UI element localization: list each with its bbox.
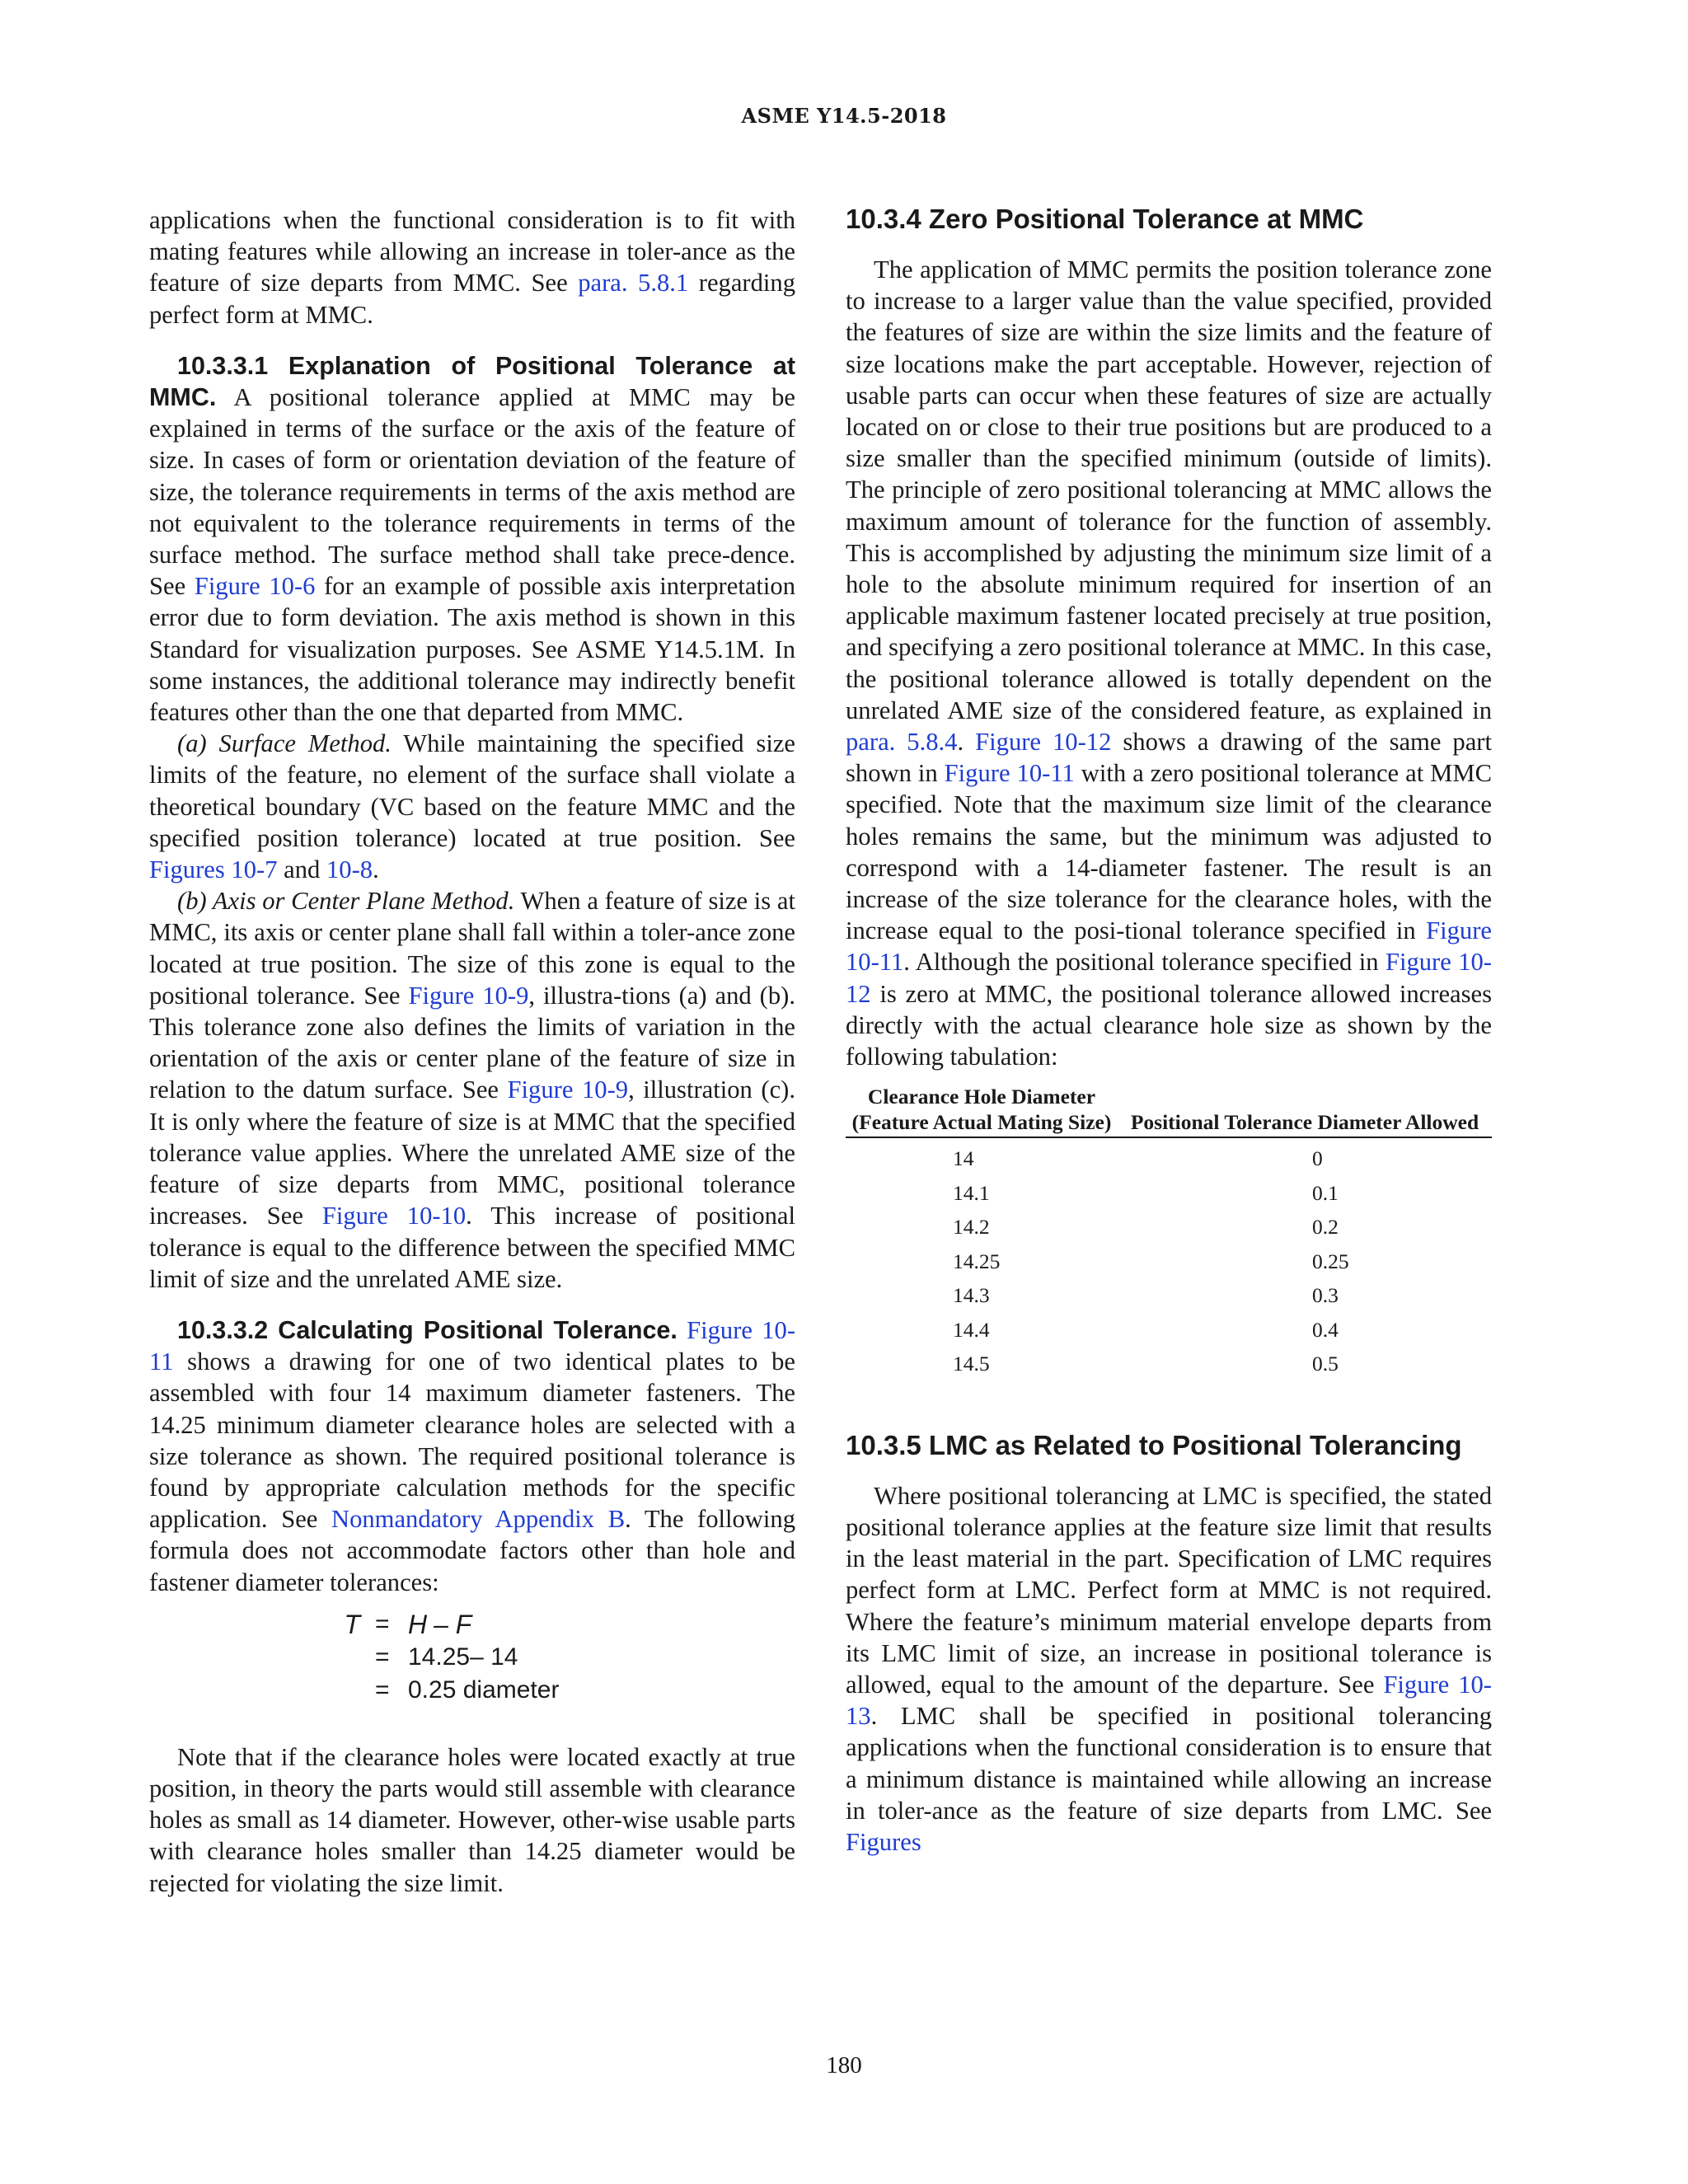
link-appendix-b[interactable]: Nonmandatory Appendix B [331,1505,626,1534]
paragraph-10-3-3-1: 10.3.3.1 Explanation of Positional Tolerance at MMC. A positional tolerance applied at MMC may be explained in terms of the surface or the axis of the feature of size. In cases of form or orientation deviation of the feature of size, the tolerance requirements in terms of the axis method are not equivalent to the tolerance requirements in terms of the surface method. The surface method shall take prece-dence. See Figure 10-6 for an example of possible axis interpretation error due to form deviation. The axis method is shown in this Standard for visualization purposes. See ASME Y14.5.1M. In some instances, the additional tolerance may indirectly benefit features other than the one that departed from MMC. [149,351,795,727]
link-figure-10-13[interactable]: Figure 10-13 [846,1671,1492,1731]
table-header-hole-diameter: Clearance Hole Diameter (Feature Actual Mating Size) [846,1084,1118,1137]
table-row: 14.2 0.2 [953,1215,1339,1240]
paragraph-intro: applications when the functional consideration is to fit with mating features while allowing an increase in toler-ance as the feature of size departs from MMC. See para. 5.8.1 regarding perfect form at MMC. [149,206,795,329]
link-figures-10-7[interactable]: Figures 10-7 [149,855,278,884]
heading-10-3-5: 10.3.5 LMC as Related to Positional Tolerancing [846,1429,1462,1460]
left-column [149,204,795,1899]
table-row: 14.3 0.3 [953,1283,1339,1308]
link-figures[interactable]: Figures [846,1828,921,1857]
link-figure-10-11[interactable]: Figure 10-11 [149,1315,796,1376]
formula-line-2: 14.25– 14 [408,1643,518,1671]
link-figure-10-12[interactable]: Figure 10-12 [975,728,1112,757]
link-figure-10-9-c[interactable]: Figure 10-9 [507,1076,629,1104]
table-row: 14 0 [953,1146,1323,1171]
paragraph-surface-method: (a) Surface Method. While maintaining the specified size limits of the feature, no element of the surface shall violate a theoretical boundary (VC based on the feature MMC and the specified position tolerance) located at true position. See Figures 10-7 and 10-8. [149,729,795,884]
formula-equals-2: = [375,1643,390,1671]
label-surface-method: (a) Surface Method. [177,729,392,758]
table-row: 14.25 0.25 [953,1249,1349,1273]
formula-h: H [408,1609,428,1639]
formula-lhs: T [344,1609,360,1639]
formula-minus-f: – F [434,1609,472,1639]
table-row: 14.5 0.5 [953,1352,1339,1376]
paragraph-lmc: Where positional tolerancing at LMC is specified, the stated positional tolerance applies at the feature size limit that results in the least material in the part. Specification of LMC requires perfect form at LMC. Perfect form at MMC is not required. Where the feature’s minimum material envelope departs from its LMC limit of size, an increase in positional tolerance is allowed, equal to the amount of the departure. See Figure 10-13. LMC shall be specified in positional tolerancing applications when the functional consideration is to ensure that a minimum distance is maintained while allowing an increase in toler-ance as the feature of size departs from LMC. See Figures [846,1481,1492,1857]
paragraph-axis-method: (b) Axis or Center Plane Method. When a feature of size is at MMC, its axis or center plane shall fall within a toler-ance zone located at true position. The size of this zone is equal to the positional tolerance. See Figure 10-9, illustra-tions (a) and (b). This tolerance zone also defines the limits of variation in the orientation of the axis or center plane of the feature of size in relation to the datum surface. See Figure 10-9, illustration (c). It is only where the feature of size is at MMC that the specified tolerance value applies. Where the unrelated AME size of the feature of size departs from MMC, positional tolerance increases. See Figure 10-10. This increase of positional tolerance is equal to the difference between the specified MMC limit of size and the unrelated AME size. [149,887,795,1293]
formula-equals: = [375,1610,390,1638]
formula-equals-3: = [375,1675,390,1704]
link-para-5-8-1[interactable]: para. 5.8.1 [578,269,689,298]
link-figure-10-11-b[interactable]: Figure 10-11 [846,916,1492,977]
running-head: ASME Y14.5-2018 [741,104,947,128]
tolerance-table [846,1084,1492,1381]
table-header-tolerance: Positional Tolerance Diameter Allowed [1118,1084,1492,1137]
heading-10-3-3-1: 10.3.3.1 Explanation of Positional Tolerance at MMC. [149,351,795,412]
heading-10-3-4: 10.3.4 Zero Positional Tolerance at MMC [846,204,1364,234]
link-figure-10-11-a[interactable]: Figure 10-11 [944,759,1075,788]
formula [149,1608,795,1707]
label-axis-method: (b) Axis or Center Plane Method. [177,887,515,916]
link-figure-10-12-b[interactable]: Figure 10-12 [846,948,1492,1008]
link-figure-10-9[interactable]: Figure 10-9 [408,981,529,1010]
right-column [846,201,1492,1858]
formula-line-3: 0.25 diameter [408,1675,560,1704]
table-row: 14.1 0.1 [953,1180,1339,1205]
heading-10-3-3-2: 10.3.3.2 Calculating Positional Tolerance. [177,1315,678,1344]
page-number: 180 [826,2052,862,2079]
link-para-5-8-4[interactable]: para. 5.8.4 [846,728,958,757]
paragraph-note: Note that if the clearance holes were located exactly at true position, in theory the parts would still assemble with clearance holes as small as 14 diameter. However, other-wise usable parts with clearance holes smaller than 14.25 diameter would be rejected for violating the size limit. [149,1742,795,1897]
paragraph-10-3-3-2: 10.3.3.2 Calculating Positional Tolerance. Figure 10-11 shows a drawing for one of two identical plates to be assembled with four 14 maximum diameter fasteners. The 14.25 minimum diameter clearance holes are selected with a size tolerance as shown. The required positional tolerance is found by appropriate calculation methods for the specific application. See Nonmandatory Appendix B. The following formula does not accommodate factors other than hole and fastener diameter tolerances: [149,1315,796,1596]
link-figure-10-6[interactable]: Figure 10-6 [194,572,316,601]
table-row: 14.4 0.4 [953,1317,1339,1342]
link-figure-10-8[interactable]: 10-8 [326,855,373,884]
paragraph-zero-positional: The application of MMC permits the position tolerance zone to increase to a larger value than the value specified, provided the features of size are within the size limits and the feature of size locations make the part acceptable. However, rejection of usable parts can occur when these features of size are actually located on or close to their true positions but are produced to a size smaller than the specified minimum (outside of limits). The principle of zero positional tolerancing at MMC allows the maximum amount of tolerance for the function of assembly. This is accomplished by adjusting the minimum size limit of a hole to the absolute minimum required for insertion of an applicable maximum fastener located precisely at true position, and specifying a zero positional tolerance at MMC. In this case, the positional tolerance allowed is totally dependent on the unrelated AME size of the considered feature, as explained in para. 5.8.4. Figure 10-12 shows a drawing of the same part shown in Figure 10-11 with a zero positional tolerance at MMC specified. Note that the maximum size limit of the clearance holes remains the same, but the minimum was adjusted to correspond with a 14-diameter fastener. The result is an increase of the size tolerance for the clearance holes, with the increase equal to the posi-tional tolerance specified in Figure 10-11. Although the positional tolerance specified in Figure 10-12 is zero at MMC, the positional tolerance allowed increases directly with the actual clearance hole size as shown by the following tabulation: [846,255,1492,1071]
link-figure-10-10[interactable]: Figure 10-10 [321,1202,467,1230]
